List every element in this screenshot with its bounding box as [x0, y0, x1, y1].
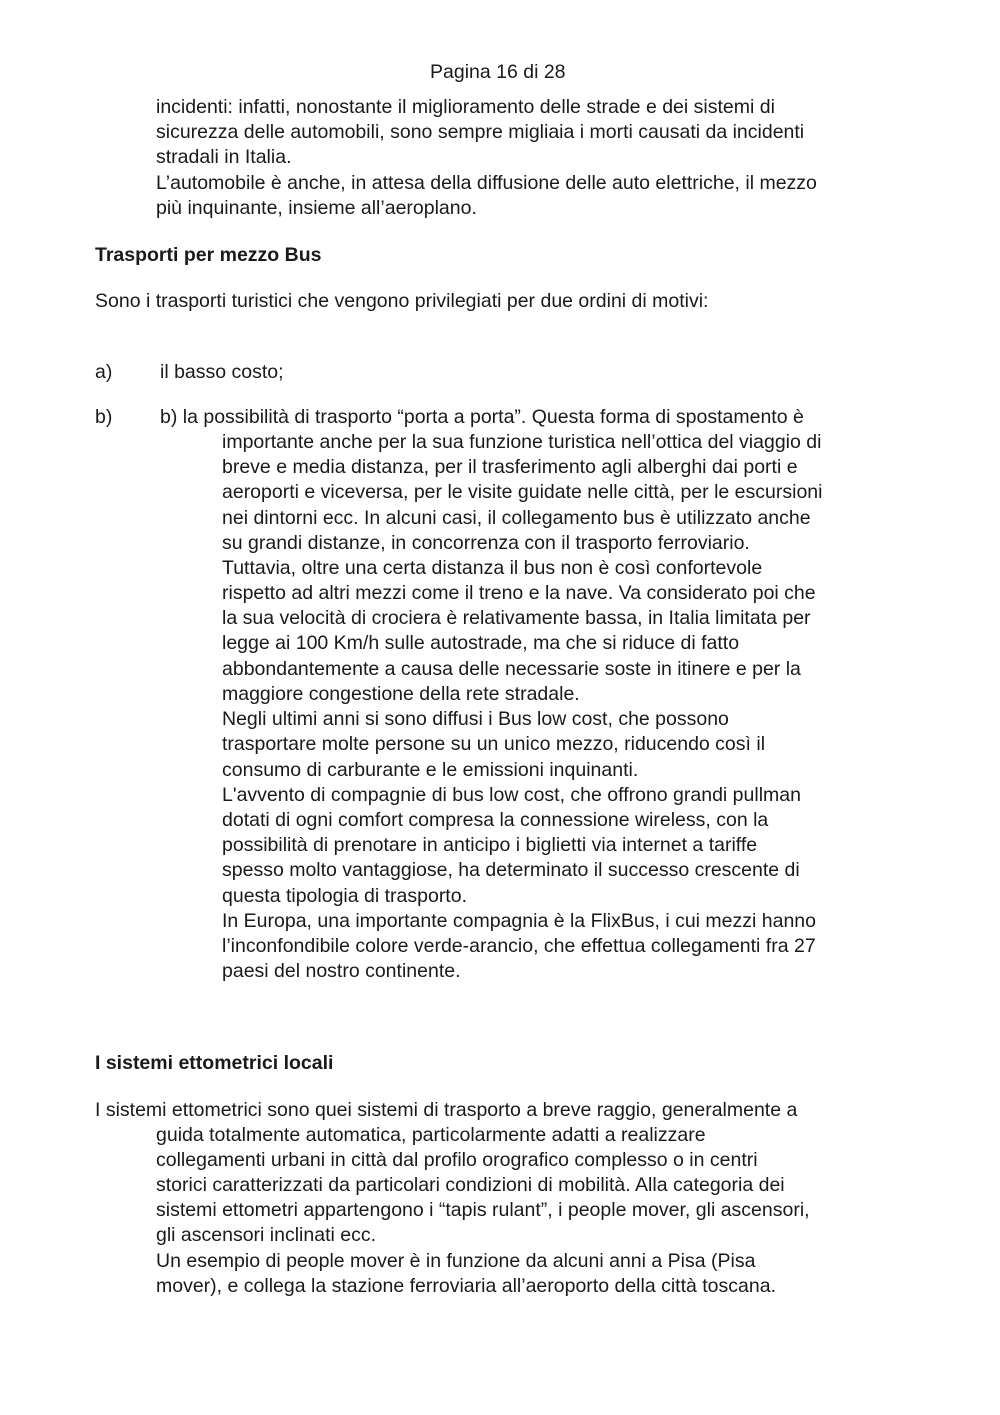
text-line: Negli ultimi anni si sono diffusi i Bus low cost, che possono [222, 708, 729, 730]
text-line: collegamenti urbani in città dal profilo orografico complesso o in centri [156, 1149, 758, 1171]
text-line: sistemi ettometri appartengono i “tapis rulant”, i people mover, gli ascensori, [156, 1199, 810, 1221]
list-marker: b) [95, 406, 113, 428]
text-line: trasportare molte persone su un unico mezzo, riducendo così il [222, 733, 766, 755]
text-line: incidenti: infatti, nonostante il miglioramento delle strade e dei sistemi di [156, 96, 775, 118]
text-line: L'avvento di compagnie di bus low cost, che offrono grandi pullman [222, 784, 801, 806]
text-line: importante anche per la sua funzione turistica nell’ottica del viaggio di [222, 431, 822, 453]
text-line: L’automobile è anche, in attesa della diffusione delle auto elettriche, il mezzo [156, 172, 817, 194]
text-line: l’inconfondibile colore verde-arancio, che effettua collegamenti fra 27 [222, 935, 816, 957]
text-line: maggiore congestione della rete stradale. [222, 683, 580, 705]
text-line: breve e media distanza, per il trasferimento agli alberghi dai porti e [222, 456, 798, 478]
text-line: nei dintorni ecc. In alcuni casi, il collegamento bus è utilizzato anche [222, 507, 811, 529]
list-marker: a) [95, 361, 113, 383]
bus-section-lead: Sono i trasporti turistici che vengono privilegiati per due ordini di motivi: [95, 290, 709, 312]
text-line: paesi del nostro continente. [222, 960, 461, 982]
text-line: questa tipologia di trasporto. [222, 885, 467, 907]
paragraph-first-line: I sistemi ettometrici sono quei sistemi di trasporto a breve raggio, generalmente a [95, 1099, 798, 1121]
text-line: guida totalmente automatica, particolarmente adatti a realizzare [156, 1124, 706, 1146]
list-item-first-line: b) la possibilità di trasporto “porta a porta”. Questa forma di spostamento è [160, 406, 804, 428]
text-line: più inquinante, insieme all’aeroplano. [156, 197, 477, 219]
text-line: rispetto ad altri mezzi come il treno e la nave. Va considerato poi che [222, 582, 816, 604]
text-line: stradali in Italia. [156, 146, 292, 168]
text-line: spesso molto vantaggiose, ha determinato il successo crescente di [222, 859, 800, 881]
text-line: Un esempio di people mover è in funzione da alcuni anni a Pisa (Pisa [156, 1250, 756, 1272]
text-line: dotati di ogni comfort compresa la connessione wireless, con la [222, 809, 769, 831]
text-line: aeroporti e viceversa, per le visite guidate nelle città, per le escursioni [222, 481, 823, 503]
ettometric-section-heading: I sistemi ettometrici locali [95, 1052, 334, 1074]
text-line: Tuttavia, oltre una certa distanza il bus non è così confortevole [222, 557, 763, 579]
text-line: legge ai 100 Km/h sulle autostrade, ma che si riduce di fatto [222, 632, 740, 654]
text-line: possibilità di prenotare in anticipo i biglietti via internet a tariffe [222, 834, 758, 856]
text-line: abbondantemente a causa delle necessarie soste in itinere e per la [222, 658, 801, 680]
text-line: sicurezza delle automobili, sono sempre migliaia i morti causati da incidenti [156, 121, 805, 143]
text-line: mover), e collega la stazione ferroviaria all’aeroporto della città toscana. [156, 1275, 776, 1297]
text-line: la sua velocità di crociera è relativamente bassa, in Italia limitata per [222, 607, 811, 629]
text-line: gli ascensori inclinati ecc. [156, 1224, 377, 1246]
text-line: storici caratterizzati da particolari condizioni di mobilità. Alla categoria dei [156, 1174, 785, 1196]
page-number: Pagina 16 di 28 [430, 61, 566, 83]
text-line: In Europa, una importante compagnia è la FlixBus, i cui mezzi hanno [222, 910, 816, 932]
text-line: su grandi distanze, in concorrenza con il trasporto ferroviario. [222, 532, 750, 554]
list-item-text: il basso costo; [160, 361, 284, 383]
text-line: consumo di carburante e le emissioni inquinanti. [222, 759, 639, 781]
bus-section-heading: Trasporti per mezzo Bus [95, 244, 322, 266]
